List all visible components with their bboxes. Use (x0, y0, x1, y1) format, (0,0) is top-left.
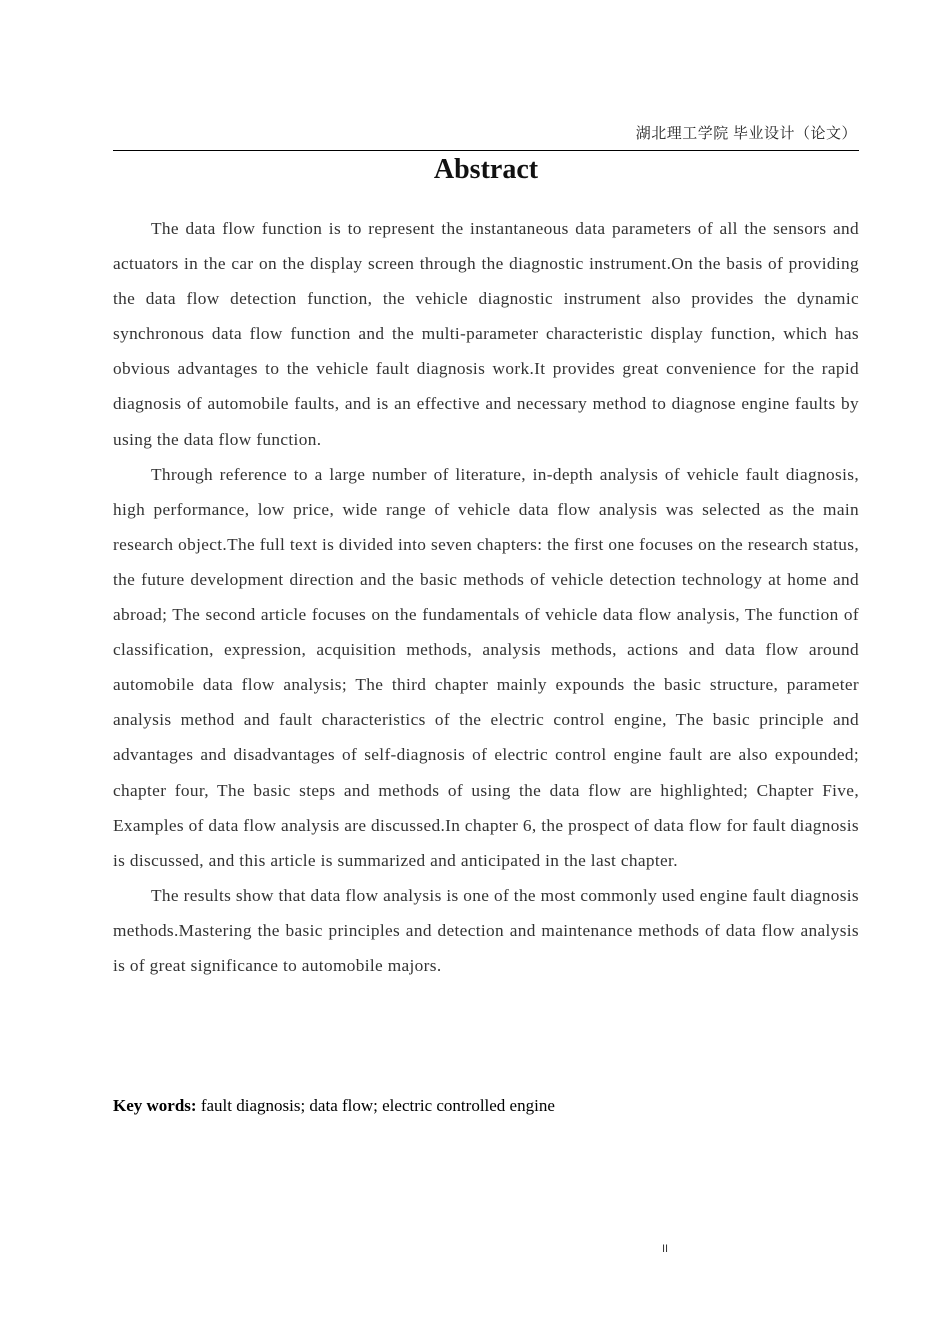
abstract-paragraph-3: The results show that data flow analysis is one of the most commonly used engine fault diagnosis methods.Mastering the basic principles and detection and maintenance methods of data flow analysis is of great significance to automobile majors. (113, 885, 859, 975)
abstract-body (113, 211, 859, 983)
page-number: II (662, 1243, 669, 1255)
abstract-paragraph-2: Through reference to a large number of literature, in-depth analysis of vehicle fault diagnosis, high performance, low price, wide range of vehicle data flow analysis was selected as the main research object.The full text is divided into seven chapters: the first one focuses on the research status, the future development direction and the basic methods of vehicle detection technology at home and abroad; The second article focuses on the fundamentals of vehicle data flow analysis, The function of classification, expression, acquisition methods, analysis methods, actions and data flow around automobile data flow analysis; The third chapter mainly expounds the basic structure, parameter analysis method and fault characteristics of the electric control engine, The basic principle and advantages and disadvantages of self-diagnosis of electric control engine fault are also expounded; chapter four, The basic steps and methods of using the data flow are highlighted; Chapter Five, Examples of data flow analysis are discussed.In chapter 6, the prospect of data flow for fault diagnosis is discussed, and this article is summarized and anticipated in the last chapter. (113, 464, 859, 870)
page-header (113, 124, 859, 151)
keywords-label: Key words: (113, 1096, 197, 1115)
header-title: 湖北理工学院 毕业设计（论文） (635, 126, 857, 142)
page-title: Abstract (433, 154, 539, 185)
keywords-value: fault diagnosis; data flow; electric controlled engine (196, 1096, 555, 1115)
abstract-paragraph-1: The data flow function is to represent the instantaneous data parameters of all the sensors and actuators in the car on the display screen through the diagnostic instrument.On the basis of providing the data flow detection function, the vehicle diagnostic instrument also provides the dynamic synchronous data flow function and the multi-parameter characteristic display function, which has obvious advantages to the vehicle fault diagnosis work.It provides great convenience for the rapid diagnosis of automobile faults, and is an effective and necessary method to diagnose engine faults by using the data flow function. (113, 219, 859, 449)
keywords-line (113, 1094, 555, 1118)
